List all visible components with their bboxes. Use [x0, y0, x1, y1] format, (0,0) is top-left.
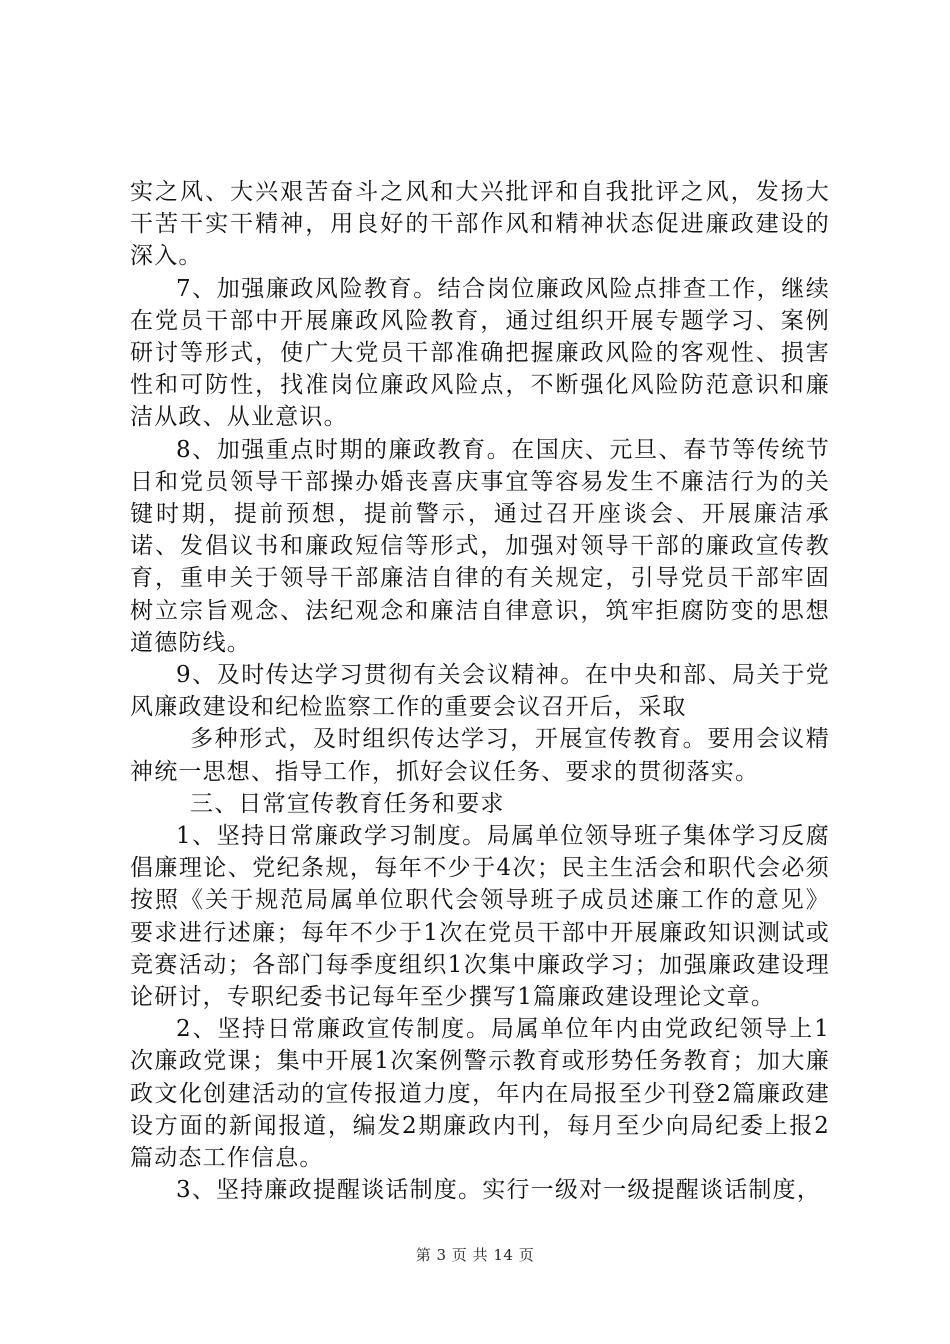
section-heading-3: 三、日常宣传教育任务和要求 — [190, 790, 505, 817]
paragraph-item-9: 9、及时传达学习贯彻有关会议精神。在中央和部、局关于党风廉政建设和纪检监察工作的重要会议召开后，采取 — [130, 662, 830, 721]
document-body — [130, 176, 830, 1207]
paragraph-task-3: 3、坚持廉政提醒谈话制度。实行一级对一级提醒谈话制度， — [176, 1177, 822, 1204]
page-number-footer: 第 3 页 共 14 页 — [415, 1246, 535, 1264]
paragraph-item-8: 8、加强重点时期的廉政教育。在国庆、元旦、春节等传统节日和党员领导干部操办婚丧喜庆事宜等容易发生不廉洁行为的关键时期，提前预想，提前警示，通过召开座谈会、开展廉洁承诺、发倡议书和廉政短信等形式，加强对领导干部的廉政宣传教育，重申关于领导干部廉洁自律的有关规定，引导党员干部牢固树立宗旨观念、法纪观念和廉洁自律意识，筑牢拒腐防变的思想道德防线。 — [130, 436, 830, 656]
paragraph-task-2: 2、坚持日常廉政宣传制度。局属单位年内由党政纪领导上1次廉政党课；集中开展1次案例警示教育或形势任务教育；加大廉政文化创建活动的宣传报道力度，年内在局报至少刊登2篇廉政建设方面的新闻报道，编发2期廉政内刊，每月至少向局纪委上报2篇动态工作信息。 — [130, 1016, 830, 1172]
paragraph-item-7: 7、加强廉政风险教育。结合岗位廉政风险点排查工作，继续在党员干部中开展廉政风险教育，通过组织开展专题学习、案例研讨等形式，使广大党员干部准确把握廉政风险的客观性、损害性和可防性，找准岗位廉政风险点，不断强化风险防范意识和廉洁从政、从业意识。 — [130, 275, 830, 431]
paragraph-continuation: 实之风、大兴艰苦奋斗之风和大兴批评和自我批评之风，发扬大干苦干实干精神，用良好的干部作风和精神状态促进廉政建设的深入。 — [130, 179, 830, 270]
paragraph-item-9-continued: 多种形式，及时组织传达学习，开展宣传教育。要用会议精神统一思想、指导工作，抓好会议任务、要求的贯彻落实。 — [130, 726, 830, 785]
paragraph-task-1: 1、坚持日常廉政学习制度。局属单位领导班子集体学习反腐倡廉理论、党纪条规，每年不少于4次；民主生活会和职代会必须按照《关于规范局属单位职代会领导班子成员述廉工作的意见》要求进行述廉；每年不少于1次在党员干部中开展廉政知识测试或竞赛活动；各部门每季度组织1次集中廉政学习；加强廉政建设理论研讨，专职纪委书记每年至少撰写1篇廉政建设理论文章。 — [130, 823, 830, 1011]
